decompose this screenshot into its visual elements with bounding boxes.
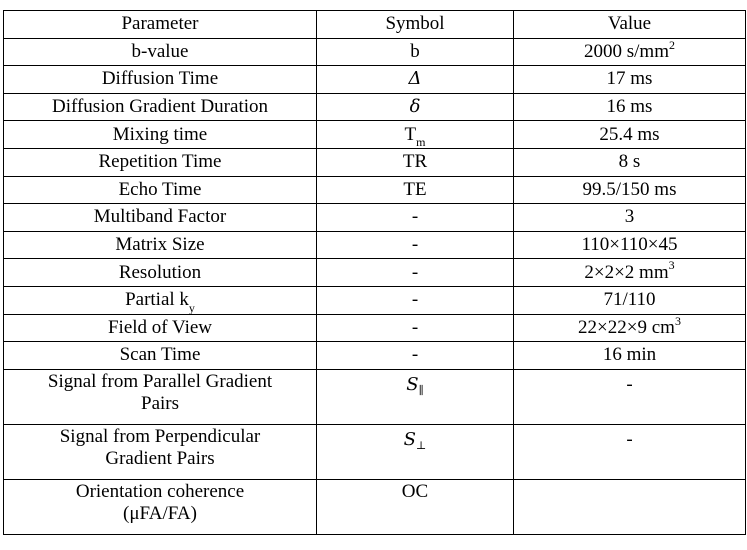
value-cell: - [514,424,746,479]
symbol-text: Δ [408,68,422,90]
table-row [4,121,746,149]
symbol-cell [317,121,514,149]
value-cell: 16 ms [514,93,746,121]
symbol-cell: TE [317,176,514,204]
symbol-cell: - [317,231,514,259]
value-superscript: 2 [668,37,675,52]
parameter-cell: Resolution [4,259,317,287]
table-row [4,259,746,287]
parameter-subscript: y [188,301,195,316]
table-row [4,342,746,370]
parameter-line-2: Pairs [141,392,179,414]
header-symbol: Symbol [317,11,514,39]
symbol-text: S [406,373,419,395]
value-cell [514,314,746,342]
value-cell: 110×110×45 [514,231,746,259]
table-row [4,314,746,342]
value-superscript: 3 [674,313,681,328]
parameter-line-1: Orientation coherence [75,480,245,502]
header-parameter: Parameter [4,11,317,39]
table-header-row [4,11,746,39]
header-value: Value [514,11,746,39]
table-row [4,369,746,424]
table-row [4,286,746,314]
value-cell: - [514,369,746,424]
symbol-cell [317,424,514,479]
symbol-cell [317,369,514,424]
symbol-cell: OC [317,479,514,534]
parameter-cell: Scan Time [4,342,317,370]
parameter-line-2: (μFA/FA) [123,502,197,524]
symbol-cell [317,93,514,121]
symbol-cell: - [317,342,514,370]
symbol-cell: - [317,259,514,287]
value-superscript: 3 [668,258,675,273]
symbol-text: δ [409,96,421,118]
symbol-subscript: m [416,135,426,150]
parameter-line-1: Signal from Parallel Gradient [47,370,273,392]
symbol-subscript: ∥ [418,383,424,397]
table-row [4,231,746,259]
parameter-cell [4,286,317,314]
table-row [4,66,746,94]
table-row [4,38,746,66]
value-cell: 25.4 ms [514,121,746,149]
value-cell: 17 ms [514,66,746,94]
table-row [4,424,746,479]
parameters-table [3,10,746,535]
parameter-cell [4,369,317,424]
parameter-line-2: Gradient Pairs [105,447,215,469]
value-text: 2000 s/mm [584,40,669,62]
symbol-cell: TR [317,148,514,176]
parameter-cell: b-value [4,38,317,66]
symbol-cell [317,66,514,94]
table-row [4,204,746,232]
parameter-cell: Diffusion Gradient Duration [4,93,317,121]
value-cell: 3 [514,204,746,232]
table-row [4,148,746,176]
parameter-cell: Diffusion Time [4,66,317,94]
table-row [4,176,746,204]
parameter-cell: Matrix Size [4,231,317,259]
table-row [4,93,746,121]
parameter-cell: Multiband Factor [4,204,317,232]
parameter-text: Partial k [125,289,189,311]
parameter-cell: Field of View [4,314,317,342]
symbol-cell: - [317,314,514,342]
value-cell [514,479,746,534]
symbol-cell: b [317,38,514,66]
value-text: 22×22×9 cm [578,316,675,338]
parameter-cell [4,424,317,479]
table-row [4,479,746,534]
parameter-cell: Mixing time [4,121,317,149]
value-cell [514,38,746,66]
value-cell: 71/110 [514,286,746,314]
value-cell: 99.5/150 ms [514,176,746,204]
parameter-line-1: Signal from Perpendicular [59,425,261,447]
symbol-text: S [403,428,416,450]
symbol-subscript: ⊥ [415,438,427,452]
parameter-cell: Repetition Time [4,148,317,176]
parameter-cell: Echo Time [4,176,317,204]
parameter-cell [4,479,317,534]
symbol-cell: - [317,204,514,232]
symbol-text: T [404,123,417,145]
value-cell: 8 s [514,148,746,176]
value-cell [514,259,746,287]
symbol-cell: - [317,286,514,314]
value-cell: 16 min [514,342,746,370]
value-text: 2×2×2 mm [584,261,669,283]
